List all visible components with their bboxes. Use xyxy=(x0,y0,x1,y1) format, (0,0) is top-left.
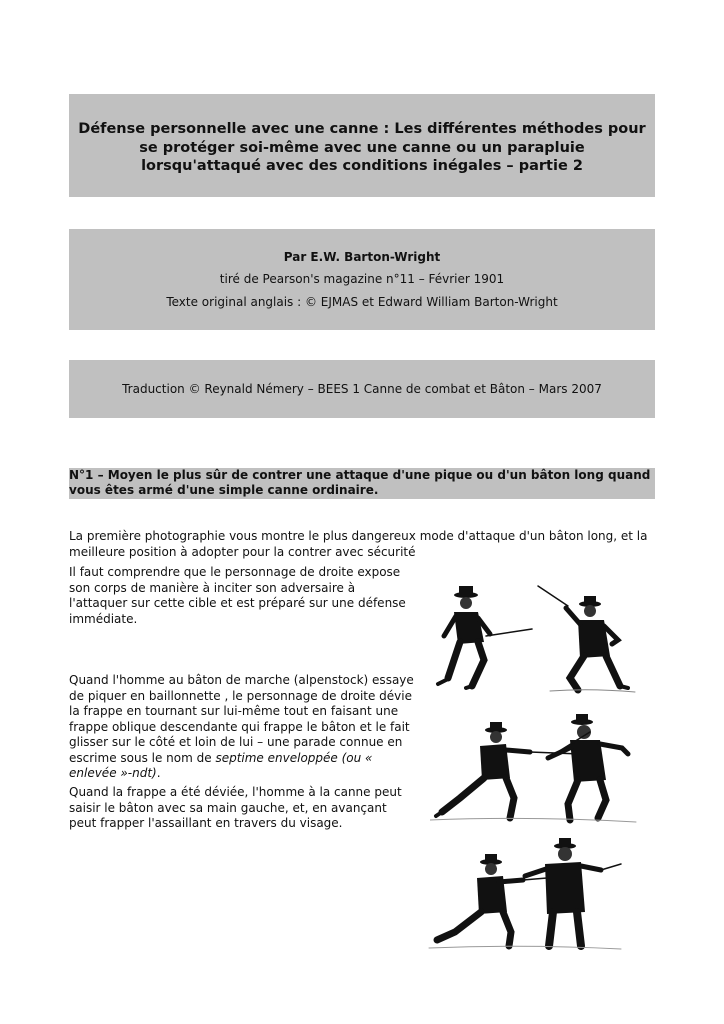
translation-box xyxy=(69,360,655,418)
title-box xyxy=(69,94,655,197)
photo-counter-strike xyxy=(425,836,625,952)
attack-paragraph-text: Quand l'homme au bâton de marche (alpenstock) essaye de piquer en baillonnette , le personnage de droite dévie la frappe en tournant sur lui-même tout en faisant une frappe oblique descendante qui frappe le bâton et le fait glisser sur le côté et loin de lui – une parade connue en escrime sous le nom de xyxy=(69,673,414,765)
photo-parry xyxy=(430,708,640,824)
credits-box xyxy=(69,229,655,330)
deflect-paragraph: Quand la frappe a été déviée, l'homme à la canne peut saisir le bâton avec sa main gauche, et, en avançant peut frapper l'assaillant en travers du visage. xyxy=(69,785,402,830)
translation-line: Traduction © Reynald Némery – BEES 1 Canne de combat et Bâton – Mars 2007 xyxy=(122,382,602,396)
photo-guard-position xyxy=(420,578,640,696)
attack-paragraph-emphasis: septime enveloppée (ou « enlevée »-ndt) xyxy=(69,750,373,780)
attack-paragraph xyxy=(69,673,419,782)
intro-paragraph: La première photographie vous montre le plus dangereux mode d'attaque d'un bâton long, et la meilleure position à adopter pour la contrer avec sécurité xyxy=(69,529,648,559)
source-line: tiré de Pearson's magazine n°11 – Février 1901 xyxy=(219,272,505,286)
author-line: Par E.W. Barton-Wright xyxy=(283,250,441,264)
document-title: Défense personnelle avec une canne : Les différentes méthodes pour se protéger soi-même avec une canne ou un parapluie lorsqu'attaqué avec des conditions inégales – partie 2 xyxy=(78,121,646,174)
expose-paragraph: Il faut comprendre que le personnage de droite expose son corps de manière à inciter son adversaire à l'attaquer sur cette cible et est préparé sur une défense immédiate. xyxy=(69,565,406,626)
section-heading: N°1 – Moyen le plus sûr de contrer une attaque d'une pique ou d'un bâton long quand vous êtes armé d'une simple canne ordinaire. xyxy=(69,468,655,499)
attack-paragraph-end: . xyxy=(156,766,161,780)
original-text-line: Texte original anglais : © EJMAS et Edward William Barton-Wright xyxy=(166,295,558,309)
